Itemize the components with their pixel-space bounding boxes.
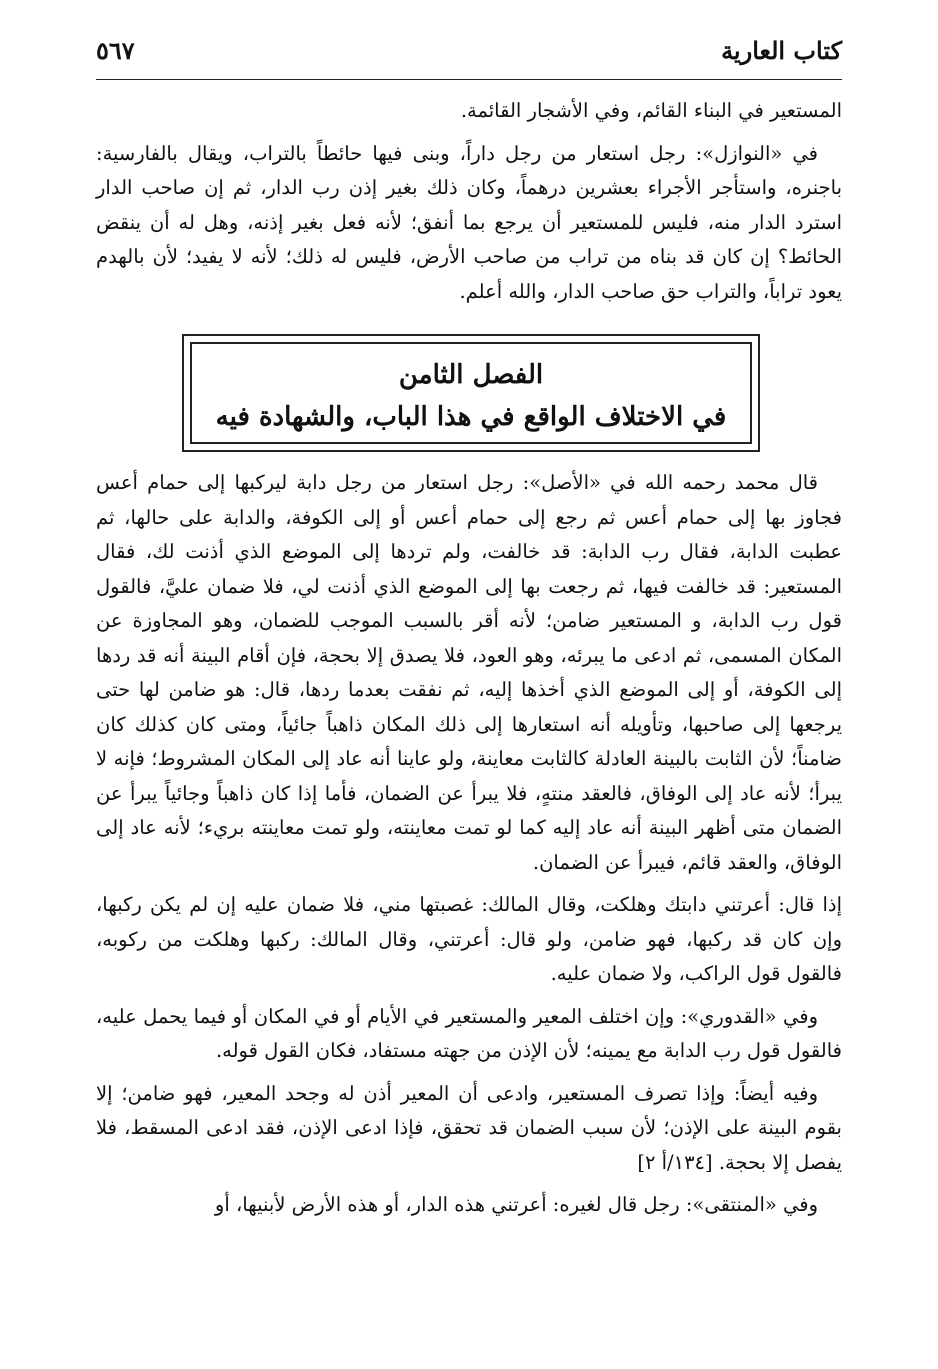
paragraph: وفي «المنتقى»: رجل قال لغيره: أعرتني هذه الدار، أو هذه الأرض لأبنيها، أو [214,1193,818,1216]
header-divider [96,79,842,80]
paragraph: قال محمد رحمه الله في «الأصل»: رجل استعار من رجل دابة ليركبها إلى حمام أعس فجاوز بها إلى حمام أعس ثم رجع إلى حمام أعس أو إلى الكوفة، والدابة على حالها، ثم عطبت الدابة، فقال رب الدابة: قد خالفت، ولم تردها إلى الموضع الذي أذنت لك، فقال المستعير: قد خالفت فيها، ثم رجعت بها إلى الموضع الذي أذنت لي، فلا ضمان عليَّ، فالقول قول رب الدابة، و المستعير ضامن؛ لأنه أقر بالسبب الموجب للضمان، وهو المجاوزة عن المكان المسمى، ثم ادعى ما يبرئه، وهو العود، فلا يصدق إلا بحجة، فإن أقام البينة أنه قد ردها إلى الكوفة، أو إلى الموضع الذي أخذها إليه، ثم نفقت بعدما ردها، قال: هو ضامن لها حتى يرجعها إلى صاحبها، وتأويله أنه استعارها إلى ذلك المكان ذاهباً جائياً، ومتى كان كذلك كان ضامناً؛ لأن الثابت بالبينة العادلة كالثابت معاينة، ولو عاينا أنه عاد إلى المكان المشروط؛ فإنه لا يبرأ؛ لأنه عاد إلى الوفاق، فالعقد منتهٍ، فلا يبرأ عن الضمان، فأما إذا كان ذاهباً وجائياً يبرأ عن الضمان متى أظهر البينة أنه عاد إليه كما لو تمت معاينته، ولو تمت معاينته بريء؛ لأنه عاد إلى الوفاق، والعقد قائم، فيبرأ عن الضمان. [96,471,842,874]
chapter-title: الفصل الثامن [398,360,544,390]
text-block-after-chapter [96,466,842,1223]
running-header [96,30,842,80]
paragraph: المستعير في البناء القائم، وفي الأشجار القائمة. [460,99,842,122]
paragraph: وفي «القدوري»: وإن اختلف المعير والمستعير في الأيام أو في المكان أو فيما يحمل عليه، فالقول قول رب الدابة مع يمينه؛ لأن الإذن من جهته مستفاد، فكان القول قوله. [96,1004,842,1062]
paragraph: وفيه أيضاً: وإذا تصرف المستعير، وادعى أن المعير أذن له وجحد المعير، فهو ضامن؛ إلا بقوم البينة على الإذن؛ لأن سبب الضمان قد تحقق، فإذا ادعى الإذن، فقد ادعى المسقط، فلا يفصل إلا بحجة. [١٣٤/أ ٢] [96,1081,842,1174]
page-number: ٥٦٧ [96,36,135,65]
chapter-heading-frame [182,334,760,452]
chapter-subtitle: في الاختلاف الواقع في هذا الباب، والشهادة فيه [215,402,727,432]
paragraph: إذا قال: أعرتني دابتك وهلكت، وقال المالك: غصبتها مني، فلا ضمان عليه إن لم يكن ركبها، وإن كان قد ركبها، فهو ضامن، ولو قال: أعرتني، وقال المالك: ركبها وهلكت من ركوبه، فالقول قول الراكب، ولا ضمان عليه. [96,893,842,985]
text-block-before-chapter [96,94,842,309]
chapter-heading [184,354,758,438]
book-title: كتاب العارية [721,36,842,65]
paragraph: في «النوازل»: رجل استعار من رجل داراً، وبنى فيها حائطاً بالتراب، ويقال بالفارسية: باجنره، واستأجر الأجراء بعشرين درهماً، وكان ذلك بغير إذن رب الدار، ثم إن صاحب الدار استرد الدار منه، فليس للمستعير أن يرجع بما أنفق؛ لأنه فعل بغير إذنه، وهل له أن ينقض الحائط؟ إن كان قد بناه من تراب من صاحب الأرض، فليس له ذلك؛ لأنه لا يفيد؛ لأن بالهدم يعود تراباً، والتراب حق صاحب الدار، والله أعلم. [96,141,842,303]
